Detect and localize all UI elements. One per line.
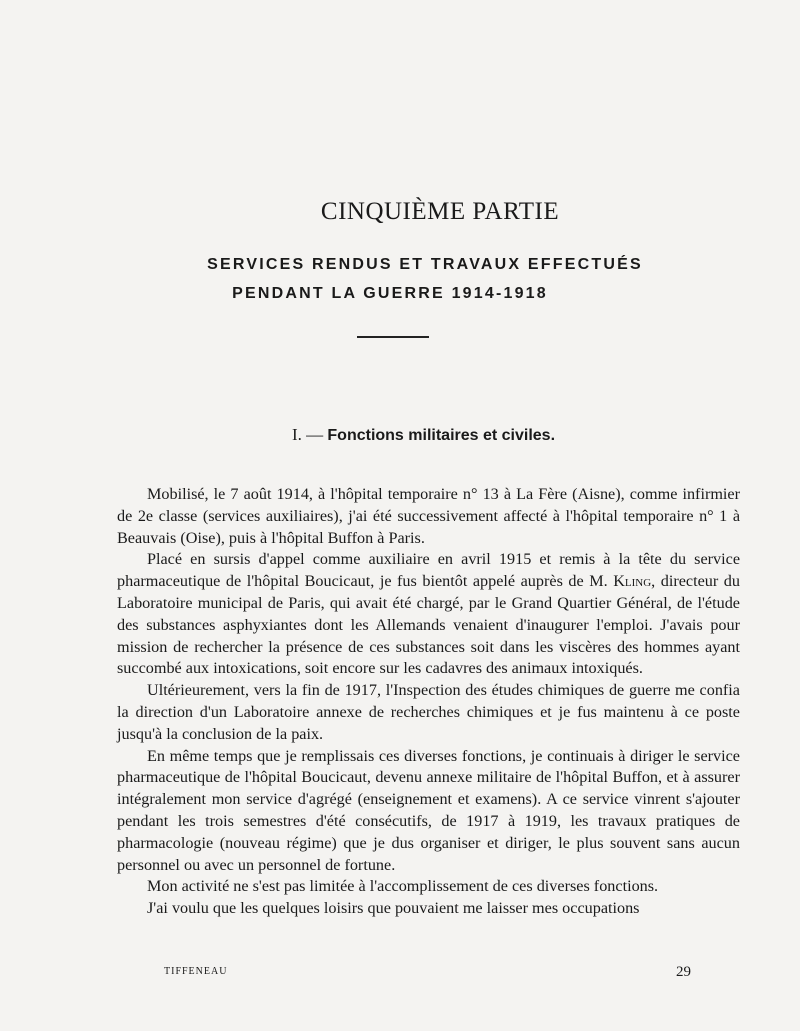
paragraph-text: Placé en sursis d'appel comme auxiliaire en avril 1915 et remis à la tête du service pharmaceutique de l'hôpital Boucicaut, je fus bientôt appelé auprès de M. xyxy=(117,550,740,591)
section-name: Fonctions militaires et civiles. xyxy=(327,427,556,444)
divider-rule xyxy=(357,336,429,338)
page-number: 29 xyxy=(676,964,691,980)
paragraph: Mobilisé, le 7 août 1914, à l'hôpital temporaire n° 13 à La Fère (Aisne), comme infirmier de 2e classe (services auxiliaires), j'ai été successivement affecté à l'hôpital temporaire n° 1 à Beauvais (Oise), puis à l'hôpital Buffon à Paris. xyxy=(117,485,740,547)
paragraph-text: , directeur du Laboratoire municipal de Paris, qui avait été chargé, par le Grand Quartier Général, de l'étude des substances asphyxiantes dont les Allemands venaient d'inaugurer l'emploi. J'avais pour mission de rechercher la présence de ces substances soit dans les viscères des hommes ayant succombé aux intoxications, soit encore sur les cadavres des animaux intoxiqués. xyxy=(117,572,740,678)
paragraph: Mon activité ne s'est pas limitée à l'accomplissement de ces diverses fonctions. xyxy=(147,877,659,896)
paragraph: Ultérieurement, vers la fin de 1917, l'Inspection des études chimiques de guerre me confia la direction d'un Laboratoire annexe de recherches chimiques et je fus maintenu à ce poste jusqu'à la conclusion de la paix. xyxy=(117,681,740,743)
part-subtitle-line2: PENDANT LA GUERRE 1914-1918 xyxy=(232,285,548,302)
paragraph xyxy=(117,549,740,680)
section-number: I. — xyxy=(291,425,324,444)
paragraph: En même temps que je remplissais ces diverses fonctions, je continuais à diriger le service pharmaceutique de l'hôpital Boucicaut, devenu annexe militaire de l'hôpital Buffon, et à assurer intégralement mon service d'agrégé (enseignement et examens). A ce service vinrent s'ajouter pendant les trois semestres d'été consécutifs, de 1917 à 1919, les travaux pratiques de pharmacologie (nouveau régime) que je dus organiser et diriger, le plus souvent sans aucun personnel ou avec un personnel de fortune. xyxy=(117,746,740,874)
footer-signature: TIFFENEAU xyxy=(164,966,228,977)
section-heading xyxy=(0,425,800,445)
part-title: CINQUIÈME PARTIE xyxy=(320,198,560,225)
body-text xyxy=(117,484,740,920)
part-subtitle-line1: SERVICES RENDUS ET TRAVAUX EFFECTUÉS xyxy=(207,256,643,273)
paragraph: J'ai voulu que les quelques loisirs que pouvaient me laisser mes occupations xyxy=(147,899,640,918)
person-name: Kling xyxy=(613,572,652,591)
